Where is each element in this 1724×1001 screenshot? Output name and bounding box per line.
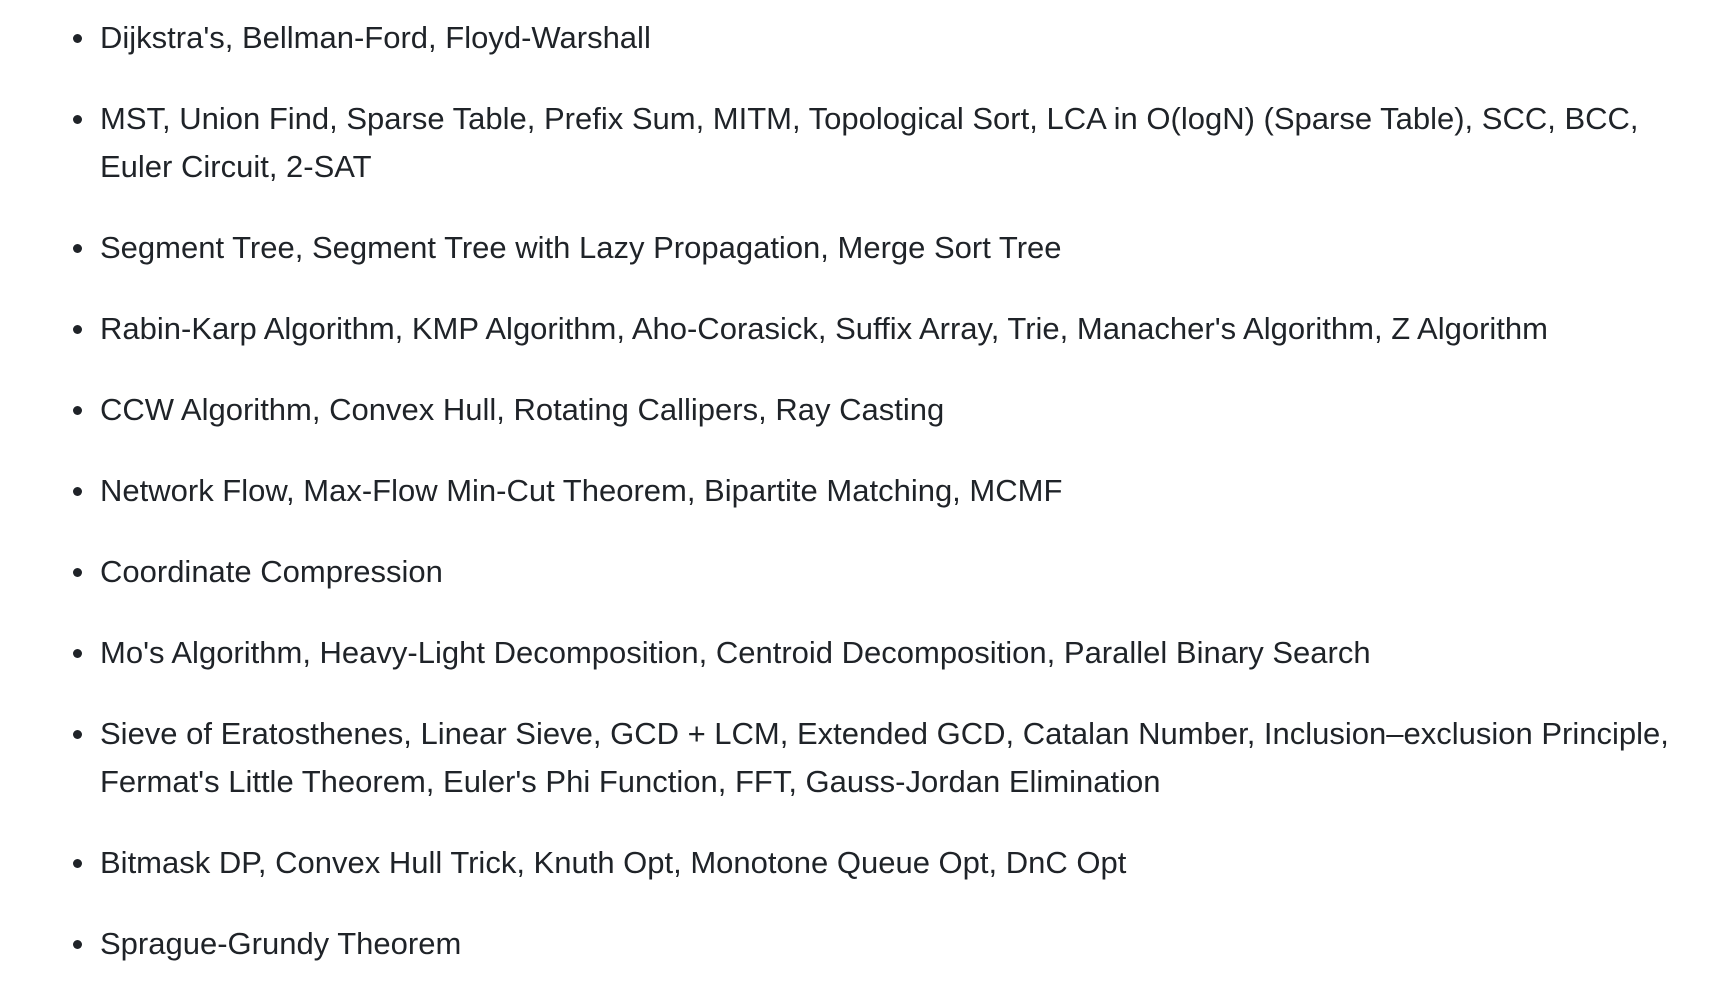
bullet-icon <box>73 34 82 43</box>
list-item <box>0 224 1724 272</box>
list-item <box>0 710 1724 806</box>
topic-list <box>0 14 1724 1001</box>
list-item-text: Dijkstra's, Bellman-Ford, Floyd-Warshall <box>100 20 651 55</box>
list-item <box>0 467 1724 515</box>
list-item <box>0 548 1724 596</box>
list-item <box>0 305 1724 353</box>
bullet-icon <box>73 325 82 334</box>
bullet-icon <box>73 406 82 415</box>
list-item-text: Rabin-Karp Algorithm, KMP Algorithm, Aho-Corasick, Suffix Array, Trie, Manacher's Algorithm, Z Algorithm <box>100 311 1548 346</box>
list-item <box>0 14 1724 62</box>
bullet-icon <box>73 244 82 253</box>
list-item <box>0 95 1724 191</box>
list-item <box>0 629 1724 677</box>
bullet-icon <box>73 859 82 868</box>
list-item-text: Network Flow, Max-Flow Min-Cut Theorem, Bipartite Matching, MCMF <box>100 473 1063 508</box>
list-item-text: Mo's Algorithm, Heavy-Light Decomposition, Centroid Decomposition, Parallel Binary Search <box>100 635 1371 670</box>
bullet-icon <box>73 487 82 496</box>
list-item-text: MST, Union Find, Sparse Table, Prefix Sum, MITM, Topological Sort, LCA in O(logN) (Sparse Table), SCC, BCC, Euler Circuit, 2-SAT <box>100 101 1639 184</box>
list-item <box>0 839 1724 887</box>
bullet-icon <box>73 940 82 949</box>
bullet-icon <box>73 115 82 124</box>
list-item-text: Segment Tree, Segment Tree with Lazy Propagation, Merge Sort Tree <box>100 230 1062 265</box>
list-item-text: Bitmask DP, Convex Hull Trick, Knuth Opt, Monotone Queue Opt, DnC Opt <box>100 845 1127 880</box>
list-item <box>0 386 1724 434</box>
bullet-icon <box>73 568 82 577</box>
list-item-text: Sprague-Grundy Theorem <box>100 926 462 961</box>
bullet-icon <box>73 730 82 739</box>
list-item <box>0 920 1724 968</box>
list-item-text: CCW Algorithm, Convex Hull, Rotating Callipers, Ray Casting <box>100 392 945 427</box>
list-item-text: Coordinate Compression <box>100 554 443 589</box>
list-item-text: Sieve of Eratosthenes, Linear Sieve, GCD + LCM, Extended GCD, Catalan Number, Inclusion–exclusion Principle, Fermat's Little Theorem, Euler's Phi Function, FFT, Gauss-Jordan Elimination <box>100 716 1669 799</box>
bullet-icon <box>73 649 82 658</box>
